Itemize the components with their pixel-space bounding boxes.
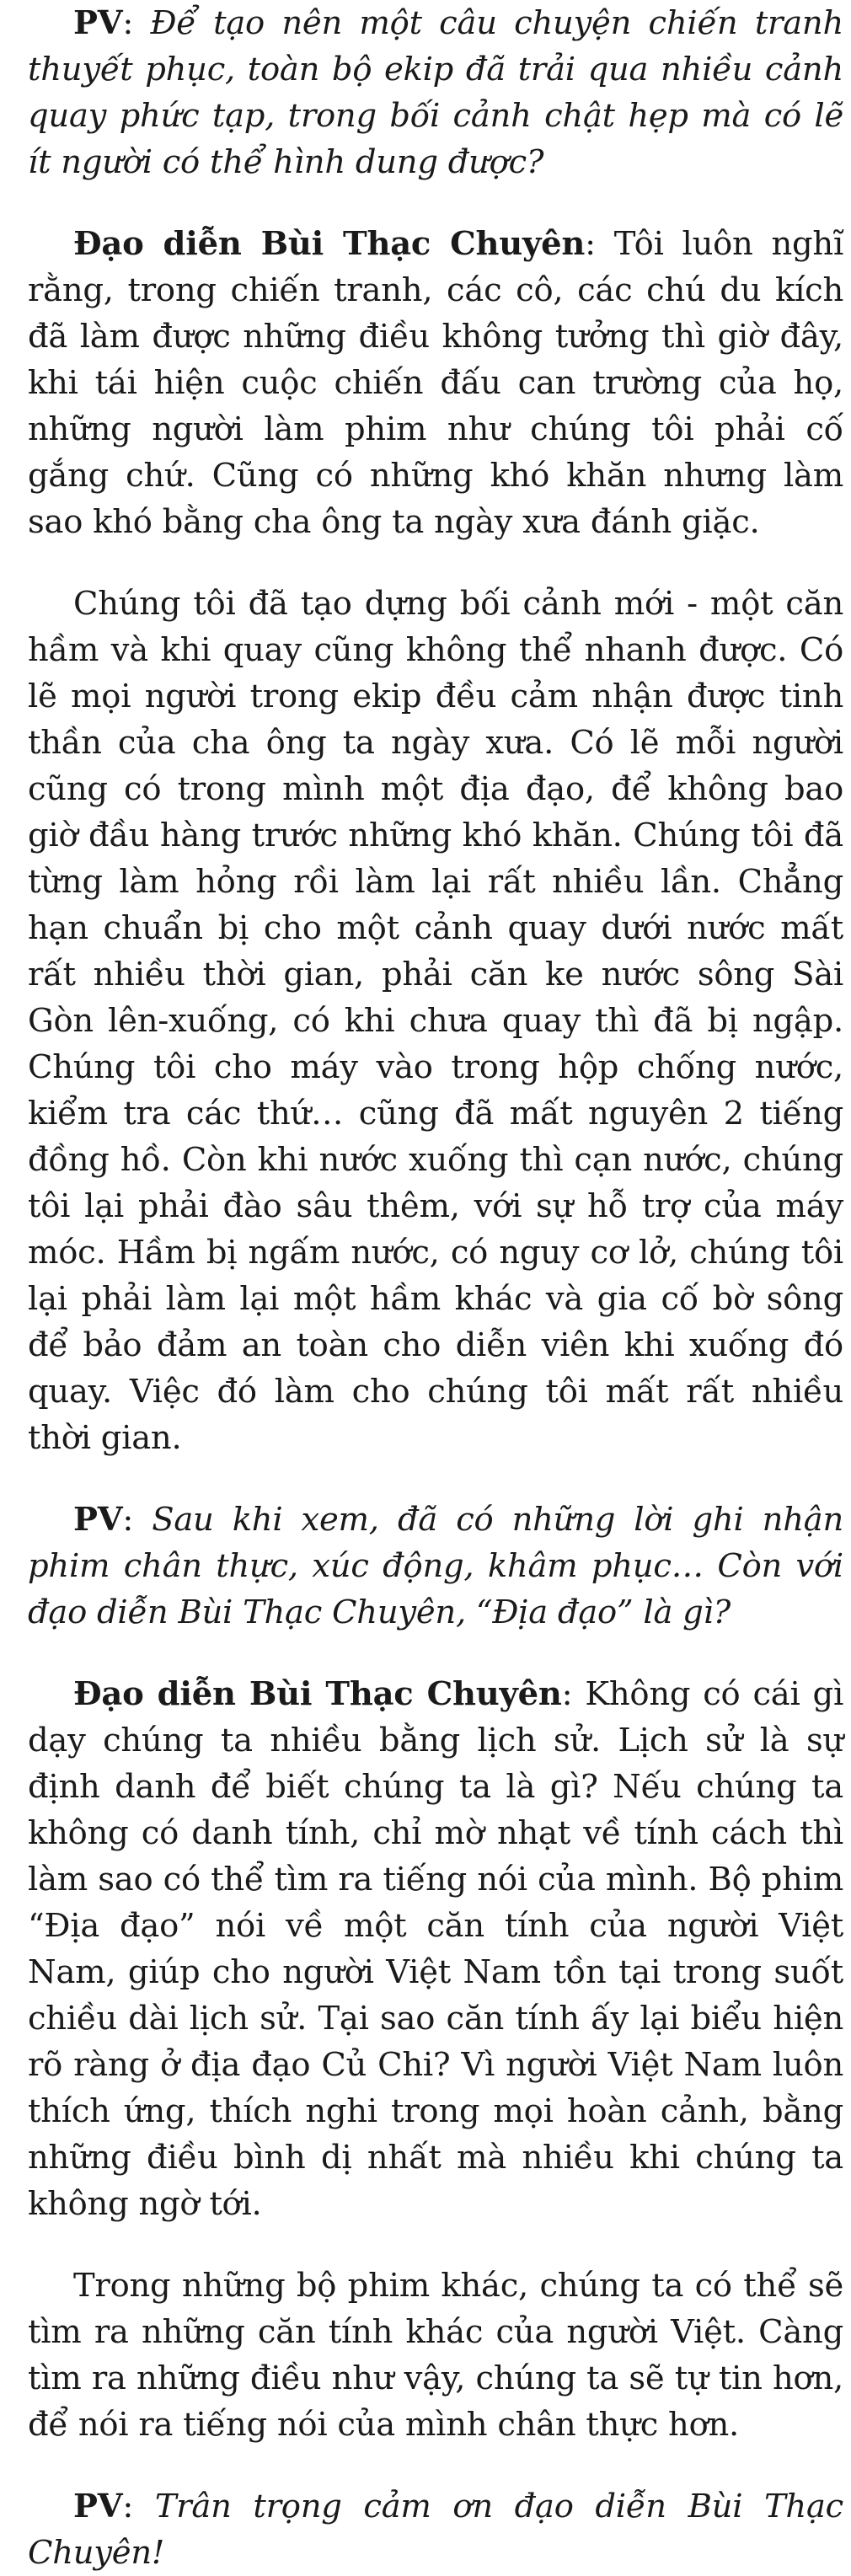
answer-paragraph [28, 581, 843, 1461]
speaker-label: Đạo diễn Bùi Thạc Chuyên [73, 1675, 562, 1713]
speaker-separator: : [585, 225, 614, 263]
question-paragraph [28, 1497, 843, 1636]
answer-paragraph [28, 2263, 843, 2448]
answer-text: Không có cái gì dạy chúng ta nhiều bằng lịch sử. Lịch sử là sự định danh để biết chúng ta là gì? Nếu chúng ta không có danh tính, chỉ mờ nhạt về tính cách thì làm sao có thể tìm ra tiếng nói của mình. Bộ phim “Địa đạo” nói về một căn tính của người Việt Nam, giúp cho người Việt Nam tồn tại trong suốt chiều dài lịch sử. Tại sao căn tính ấy lại biểu hiện rõ ràng ở địa đạo Củ Chi? Vì người Việt Nam luôn thích ứng, thích nghi trong mọi hoàn cảnh, bằng những điều bình dị nhất mà nhiều khi chúng ta không ngờ tới. [28, 1675, 844, 2223]
answer-text: Chúng tôi đã tạo dựng bối cảnh mới - một căn hầm và khi quay cũng không thể nhanh được. Có lẽ mọi người trong ekip đều cảm nhận được tinh thần của cha ông ta ngày xưa. Có lẽ mỗi người cũng có trong mình một địa đạo, để không bao giờ đầu hàng trước những khó khăn. Chúng tôi đã từng làm hỏng rồi làm lại rất nhiều lần. Chẳng hạn chuẩn bị cho một cảnh quay dưới nước mất rất nhiều thời gian, phải căn ke nước sông Sài Gòn lên-xuống, có khi chưa quay thì đã bị ngập. Chúng tôi cho máy vào trong hộp chống nước, kiểm tra các thứ… cũng đã mất nguyên 2 tiếng đồng hồ. Còn khi nước xuống thì cạn nước, chúng tôi lại phải đào sâu thêm, với sự hỗ trợ của máy móc. Hầm bị ngấm nước, có nguy cơ lở, chúng tôi lại phải làm lại một hầm khác và gia cố bờ sông để bảo đảm an toàn cho diễn viên khi xuống đó quay. Việc đó làm cho chúng tôi mất rất nhiều thời gian. [28, 585, 843, 1457]
closing-paragraph [28, 2483, 843, 2576]
speaker-separator: : [122, 1501, 153, 1539]
speaker-label: PV [73, 2488, 123, 2525]
speaker-label: Đạo diễn Bùi Thạc Chuyên [73, 225, 586, 263]
answer-paragraph [28, 1671, 843, 2227]
question-paragraph [28, 0, 843, 185]
question-text: Sau khi xem, đã có những lời ghi nhận phim chân thực, xúc động, khâm phục… Còn với đạo diễn Bùi Thạc Chuyên, “Địa đạo” là gì? [28, 1501, 843, 1631]
speaker-separator: : [122, 4, 151, 42]
answer-text: Tôi luôn nghĩ rằng, trong chiến tranh, các cô, các chú du kích đã làm được những điều không tưởng thì giờ đây, khi tái hiện cuộc chiến đấu can trường của họ, những người làm phim như chúng tôi phải cố gắng chứ. Cũng có những khó khăn nhưng làm sao khó bằng cha ông ta ngày xưa đánh giặc. [28, 225, 844, 541]
speaker-separator: : [561, 1675, 586, 1713]
question-text: Để tạo nên một câu chuyện chiến tranh thuyết phục, toàn bộ ekip đã trải qua nhiều cảnh quay phức tạp, trong bối cảnh chật hẹp mà có lẽ ít người có thể hình dung được? [28, 4, 843, 181]
answer-paragraph [28, 221, 843, 545]
answer-text: Trong những bộ phim khác, chúng ta có thể sẽ tìm ra những căn tính khác của người Việt. Càng tìm ra những điều như vậy, chúng ta sẽ tự tin hơn, để nói ra tiếng nói của mình chân thực hơn. [28, 2267, 843, 2444]
speaker-separator: : [122, 2488, 155, 2525]
speaker-label: PV [73, 1501, 123, 1539]
speaker-label: PV [73, 4, 123, 42]
closing-text: Trân trọng cảm ơn đạo diễn Bùi Thạc Chuyên! [28, 2488, 843, 2572]
article-body [28, 0, 843, 2576]
